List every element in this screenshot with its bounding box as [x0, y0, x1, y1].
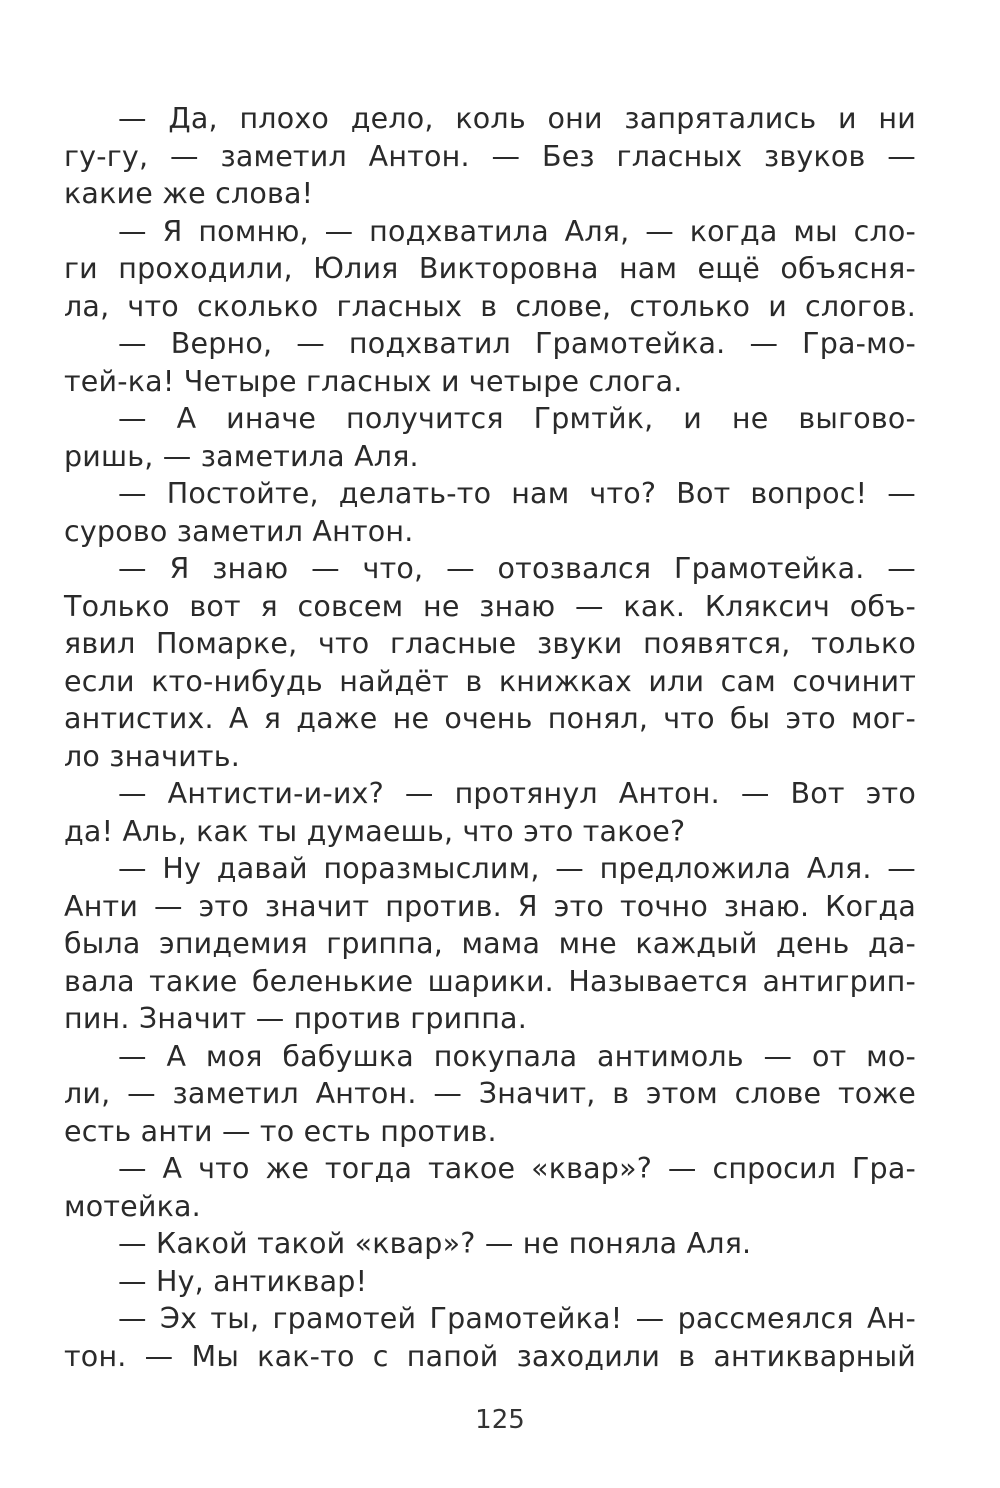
text-line: ло значить. — [64, 739, 240, 773]
text-line: Анти — это значит против. Я это точно знаю. Когда — [64, 889, 916, 923]
text-line: если кто-нибудь найдёт в книжках или сам сочинит — [64, 664, 916, 698]
text-line: была эпидемия гриппа, мама мне каждый день да- — [64, 927, 916, 960]
page-body-text — [64, 100, 916, 1375]
text-line: тон. — Мы как-то с папой заходили в антикварный — [64, 1339, 916, 1373]
text-line: ла, что сколько гласных в слове, столько и слогов. — [64, 289, 916, 323]
text-line: тей-ка! Четыре гласных и четыре слога. — [64, 364, 683, 398]
text-line: да! Аль, как ты думаешь, что это такое? — [64, 814, 686, 848]
text-line: — Верно, — подхватил Грамотейка. — Гра-мо- — [118, 327, 916, 360]
text-line: есть анти — то есть против. — [64, 1114, 497, 1148]
text-line: пин. Значит — против гриппа. — [64, 1002, 527, 1035]
text-line: — Ну, антиквар! — [118, 1264, 368, 1298]
page-number: 125 — [475, 1405, 525, 1435]
text-line: антистих. А я даже не очень понял, что бы это мог- — [64, 702, 916, 735]
text-line: мотейка. — [64, 1189, 201, 1223]
text-line: вала такие беленькие шарики. Называется антигрип- — [64, 964, 916, 998]
text-line: ли, — заметил Антон. — Значит, в этом слове тоже — [64, 1077, 916, 1110]
text-line: — А что же тогда такое «квар»? — спросил Гра- — [118, 1152, 916, 1185]
text-line: гу-гу, — заметил Антон. — Без гласных звуков — — [64, 139, 916, 173]
text-line: — Какой такой «квар»? — не поняла Аля. — [118, 1227, 752, 1260]
text-line: — Я знаю — что, — отозвался Грамотейка. — — [118, 552, 916, 585]
text-line: ришь, — заметила Аля. — [64, 439, 419, 473]
text-line: — Да, плохо дело, коль они запрятались и ни — [118, 102, 916, 135]
text-line: какие же слова! — [64, 177, 314, 210]
text-line: — Постойте, делать-то нам что? Вот вопрос! — — [118, 477, 916, 510]
text-line: сурово заметил Антон. — [64, 514, 414, 548]
text-line: — Антисти-и-их? — протянул Антон. — Вот это — [118, 777, 916, 810]
text-line: — А моя бабушка покупала антимоль — от мо- — [118, 1039, 916, 1073]
text-line: — Я помню, — подхватила Аля, — когда мы сло- — [118, 214, 916, 248]
text-line: ги проходили, Юлия Викторовна нам ещё объясня- — [64, 252, 916, 285]
text-line: явил Помарке, что гласные звуки появятся, только — [64, 627, 916, 660]
text-line: — А иначе получится Грмтйк, и не выгово- — [118, 402, 916, 435]
text-line: Только вот я совсем не знаю — как. Кляксич объ- — [64, 589, 916, 623]
text-line: — Эх ты, грамотей Грамотейка! — рассмеялся Ан- — [118, 1302, 916, 1335]
text-line: — Ну давай поразмыслим, — предложила Аля. — — [118, 852, 916, 885]
